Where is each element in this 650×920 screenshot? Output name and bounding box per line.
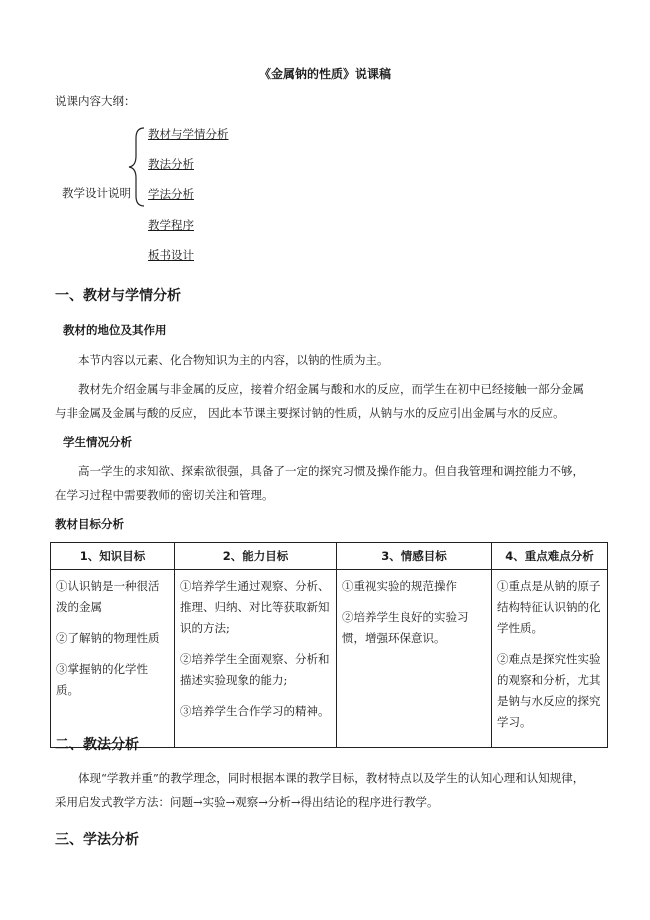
subheading-role: 教材的地位及其作用: [63, 323, 167, 337]
document-title: 《金属钠的性质》说课稿: [258, 67, 391, 81]
goals-table: [50, 542, 608, 748]
outline-item-learning-method[interactable]: 学法分析: [148, 187, 194, 201]
table-cell-knowledge: [51, 570, 175, 748]
goal-item: ①培养学生通过观察、分析、推理、归纳、对比等获取新知识的方法;: [180, 579, 330, 635]
table-cell-key-points: [492, 570, 608, 748]
outline-group-label: 教学设计说明: [62, 186, 131, 200]
outline-item-teaching-method[interactable]: 教法分析: [148, 157, 194, 171]
paragraph-teaching-method: 体现“学教并重”的教学理念，同时根据本课的教学目标，教材特点以及学生的认知心理和认知规律，采用启发式教学方法：问题→实验→观察→分析→得出结论的程序进行教学。: [55, 771, 585, 809]
goal-item: ②了解钠的物理性质: [56, 631, 160, 645]
goal-item: ①重点是从钠的原子结构特征认识钠的化学性质。: [497, 579, 601, 635]
outline-item-board-design[interactable]: 板书设计: [148, 248, 194, 262]
goal-item: ②培养学生良好的实验习惯，增强环保意识。: [342, 610, 469, 645]
subheading-goals: 教材目标分析: [55, 517, 124, 531]
table-header: 4、重点难点分析: [492, 543, 608, 570]
outline-label: 说课内容大纲：: [55, 94, 136, 108]
section-heading-materials: 一、教材与学情分析: [55, 288, 181, 304]
section-heading-teaching-method: 二、教法分析: [55, 737, 139, 753]
paragraph-content: 本节内容以元素、化合物知识为主的内容，以钠的性质为主。: [78, 353, 389, 367]
goal-item: ③掌握钠的化学性质。: [56, 662, 148, 697]
subheading-students: 学生情况分析: [63, 435, 132, 449]
section-heading-learning-method: 三、学法分析: [55, 832, 139, 848]
goal-item: ②难点是探究性实验的观察和分析，尤其是钠与水反应的探究学习。: [497, 652, 601, 729]
table-header: 1、知识目标: [51, 543, 175, 570]
goal-item: ③培养学生合作学习的精神。: [180, 704, 330, 718]
paragraph-materials: 教材先介绍金属与非金属的反应，接着介绍金属与酸和水的反应，而学生在初中已经接触一部分金属与非金属及金属与酸的反应， 因此本节课主要探讨钠的性质，从钠与水的反应引出金属与水的反应。: [55, 382, 584, 420]
outline-item-materials[interactable]: 教材与学情分析: [148, 127, 229, 141]
goal-item: ①认识钠是一种很活泼的金属: [56, 579, 160, 614]
table-cell-emotion: [337, 570, 492, 748]
outline-brace: [126, 126, 148, 208]
goal-item: ②培养学生全面观察、分析和描述实验现象的能力;: [180, 652, 330, 687]
table-cell-ability: [175, 570, 337, 748]
goal-item: ①重视实验的规范操作: [342, 579, 457, 593]
outline-item-procedure[interactable]: 教学程序: [148, 218, 194, 232]
paragraph-students: 高一学生的求知欲、探索欲很强，具备了一定的探究习惯及操作能力。但自我管理和调控能力不够，在学习过程中需要教师的密切关注和管理。: [55, 464, 584, 502]
table-header: 3、情感目标: [337, 543, 492, 570]
table-header: 2、能力目标: [175, 543, 337, 570]
